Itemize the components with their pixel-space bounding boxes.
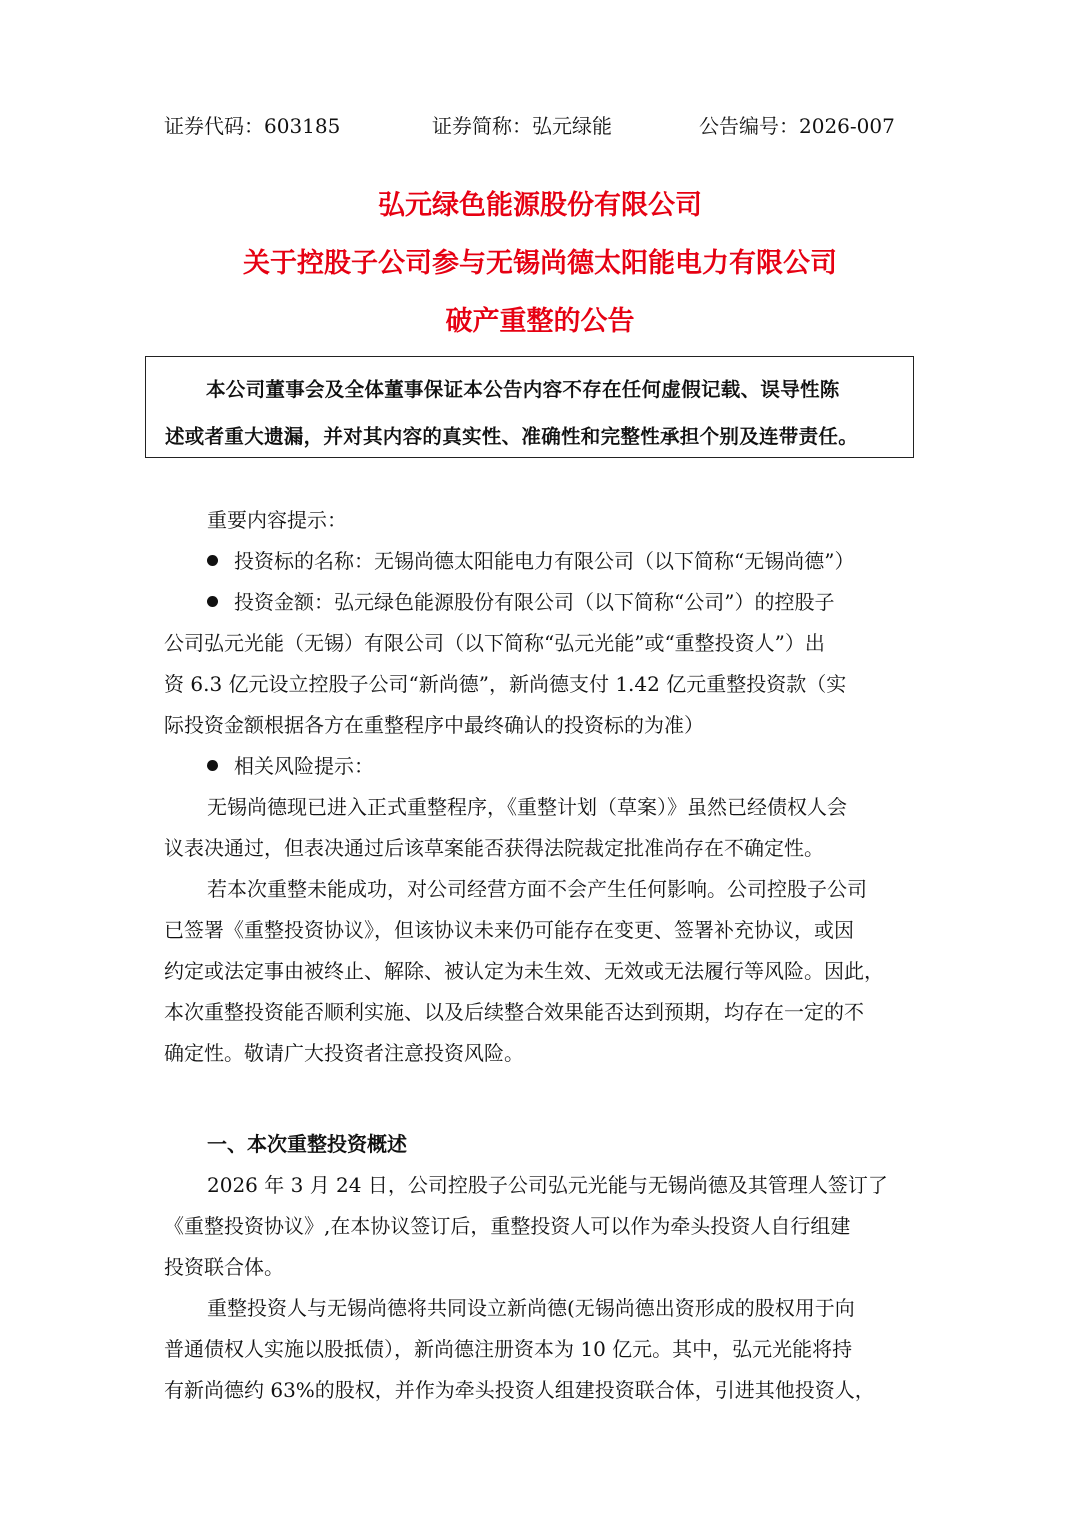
stock-code: 证券代码：603185 [164, 114, 341, 138]
guarantee-line-1: 本公司董事会及全体董事保证本公告内容不存在任何虚假记载、误导性陈 [206, 378, 840, 401]
bullet-risk [207, 750, 374, 779]
risk-para2-line-5: 确定性。敬请广大投资者注意投资风险。 [164, 1041, 524, 1065]
bullet-icon [207, 596, 218, 607]
section-1-para1-line-2: 《重整投资协议》,在本协议签订后，重整投资人可以作为牵头投资人自行组建 [164, 1214, 851, 1238]
bullet-investment-amount [207, 586, 834, 615]
risk-para2-line-3: 约定或法定事由被终止、解除、被认定为未生效、无效或无法履行等风险。因此， [164, 959, 884, 983]
notice-number: 公告编号：2026-007 [699, 114, 895, 138]
investment-amount-line-1: 投资金额：弘元绿色能源股份有限公司（以下简称“公司”）的控股子 [234, 590, 835, 614]
title-line-1: 弘元绿色能源股份有限公司 [378, 190, 702, 221]
risk-para1-line-1: 无锡尚德现已进入正式重整程序，《重整计划（草案）》虽然已经债权人会 [207, 795, 847, 819]
guarantee-line-2: 述或者重大遗漏，并对其内容的真实性、准确性和完整性承担个别及连带责任。 [165, 425, 859, 448]
investment-amount-line-2: 公司弘元光能（无锡）有限公司（以下简称“弘元光能”或“重整投资人”）出 [164, 631, 825, 655]
section-1-title: 一、本次重整投资概述 [207, 1132, 407, 1156]
risk-para2-line-4: 本次重整投资能否顺利实施、以及后续整合效果能否达到预期，均存在一定的不 [164, 1000, 864, 1024]
investment-amount-line-4: 际投资金额根据各方在重整程序中最终确认的投资标的为准） [164, 713, 704, 737]
section-1-para2-line-2: 普通债权人实施以股抵债），新尚德注册资本为 10 亿元。其中，弘元光能将持 [164, 1337, 853, 1361]
risk-para2-line-1: 若本次重整未能成功，对公司经营方面不会产生任何影响。公司控股子公司 [207, 877, 867, 901]
highlights-heading: 重要内容提示： [207, 508, 347, 532]
risk-heading: 相关风险提示： [234, 754, 374, 778]
investment-amount-line-3: 资 6.3 亿元设立控股子公司“新尚德”，新尚德支付 1.42 亿元重整投资款（实 [164, 672, 847, 696]
section-1-para2-line-1: 重整投资人与无锡尚德将共同设立新尚德(无锡尚德出资形成的股权用于向 [207, 1296, 855, 1320]
board-guarantee-box [145, 356, 914, 458]
bullet-icon [207, 760, 218, 771]
title-line-3: 破产重整的公告 [445, 306, 635, 337]
section-1-para2-line-3: 有新尚德约 63%的股权，并作为牵头投资人组建投资联合体，引进其他投资人， [164, 1378, 875, 1402]
risk-para2-line-2: 已签署《重整投资协议》，但该协议未来仍可能存在变更、签署补充协议，或因 [164, 918, 854, 942]
section-1-para1-line-3: 投资联合体。 [164, 1255, 284, 1279]
stock-short-name: 证券简称：弘元绿能 [432, 114, 612, 138]
title-line-2: 关于控股子公司参与无锡尚德太阳能电力有限公司 [243, 248, 837, 279]
section-1-para1-line-1: 2026 年 3 月 24 日，公司控股子公司弘元光能与无锡尚德及其管理人签订了 [207, 1173, 888, 1197]
bullet-icon [207, 555, 218, 566]
investment-target-text: 投资标的名称：无锡尚德太阳能电力有限公司（以下简称“无锡尚德”） [234, 549, 855, 573]
bullet-investment-target [207, 545, 854, 574]
risk-para1-line-2: 议表决通过，但表决通过后该草案能否获得法院裁定批准尚存在不确定性。 [164, 836, 824, 860]
